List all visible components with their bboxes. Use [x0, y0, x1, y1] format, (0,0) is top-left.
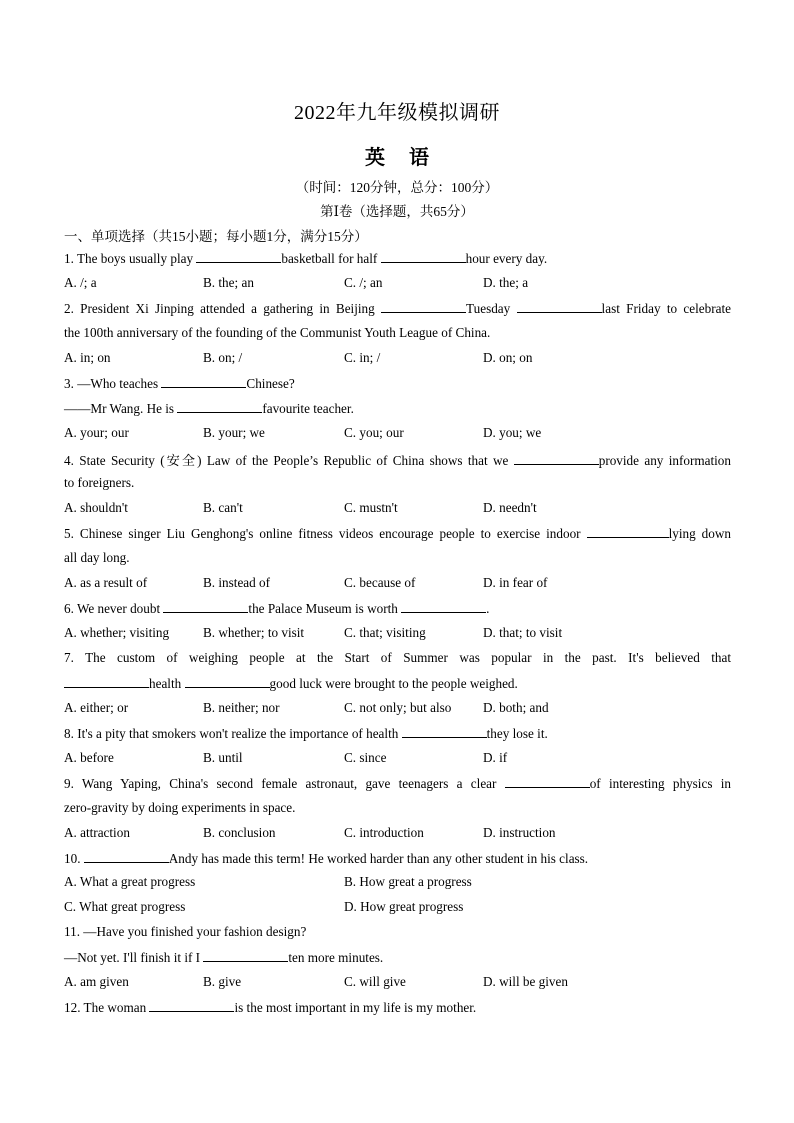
- option-b: B. your; we: [203, 425, 265, 440]
- section-heading: 一、单项选择（共15小题；每小题1分，满分15分）: [64, 229, 368, 244]
- question-4-cont: to foreigners.: [64, 475, 135, 490]
- answer-blank: [196, 250, 281, 263]
- option-a: A. What a great progress: [64, 874, 196, 889]
- exam-title: 2022年九年级模拟调研: [294, 102, 500, 124]
- answer-blank: [163, 600, 248, 613]
- subject-char: 语: [409, 147, 429, 169]
- option-b: B. can't: [203, 500, 243, 515]
- option-b: B. give: [203, 974, 242, 989]
- option-b: B. until: [203, 750, 243, 765]
- option-c: C. mustn't: [344, 500, 398, 515]
- question-7: 7. The custom of weighing people at the Start of Summer was popular in the past. It's believed that: [64, 650, 731, 665]
- option-a: A. /; a: [64, 275, 97, 290]
- option-d: D. you; we: [483, 425, 542, 440]
- answer-blank: [587, 525, 669, 538]
- option-c: C. because of: [344, 575, 416, 590]
- option-b: B. whether; to visit: [203, 625, 305, 640]
- option-d: D. instruction: [483, 825, 556, 840]
- question-1: 1. The boys usually play basketball for half hour every day.: [64, 251, 548, 266]
- option-d: D. the; a: [483, 275, 529, 290]
- option-b: B. the; an: [203, 275, 254, 290]
- option-d: D. How great progress: [344, 899, 464, 914]
- answer-blank: [177, 400, 262, 413]
- option-c: C. you; our: [344, 425, 404, 440]
- question-7-cont: health good luck were brought to the people weighed.: [64, 675, 731, 692]
- answer-blank: [84, 850, 169, 863]
- answer-blank: [185, 675, 270, 688]
- question-4: 4. State Security (安全) Law of the People’s Republic of China shows that we provide any information: [64, 453, 731, 468]
- answer-blank: [64, 675, 149, 688]
- volume-heading: 第Ⅰ卷（选择题，共65分）: [320, 204, 474, 219]
- subject-title: [0, 141, 794, 170]
- answer-blank: [517, 300, 602, 313]
- option-b: B. on; /: [203, 350, 243, 365]
- answer-blank: [505, 775, 590, 788]
- answer-blank: [149, 999, 234, 1012]
- question-2-cont: the 100th anniversary of the founding of the Communist Youth League of China.: [64, 325, 491, 340]
- option-c: C. What great progress: [64, 899, 186, 914]
- question-2: 2. President Xi Jinping attended a gathering in Beijing Tuesday last Friday to celebrate: [64, 301, 732, 316]
- option-d: D. will be given: [483, 974, 568, 989]
- question-12: 12. The woman is the most important in my life is my mother.: [64, 1000, 477, 1015]
- question-5-cont: all day long.: [64, 550, 130, 565]
- option-c: C. /; an: [344, 275, 383, 290]
- option-c: C. not only; but also: [344, 700, 452, 715]
- question-9: 9. Wang Yaping, China's second female astronaut, gave teenagers a clear of interesting physics in: [64, 776, 731, 791]
- option-b: B. neither; nor: [203, 700, 280, 715]
- option-d: D. both; and: [483, 700, 549, 715]
- time-info: （时间：120分钟，总分：100分）: [295, 180, 499, 195]
- question-6: 6. We never doubt the Palace Museum is worth .: [64, 601, 490, 616]
- option-b: B. How great a progress: [344, 874, 472, 889]
- question-9-cont: zero-gravity by doing experiments in space.: [64, 800, 296, 815]
- option-c: C. will give: [344, 974, 406, 989]
- option-a: A. shouldn't: [64, 500, 128, 515]
- option-c: C. introduction: [344, 825, 424, 840]
- option-a: A. before: [64, 750, 114, 765]
- option-d: D. that; to visit: [483, 625, 563, 640]
- answer-blank: [161, 375, 246, 388]
- option-a: A. your; our: [64, 425, 129, 440]
- question-5: 5. Chinese singer Liu Genghong's online fitness videos encourage people to exercise indoor lying down: [64, 526, 731, 541]
- question-3-cont: ——Mr Wang. He is favourite teacher.: [64, 401, 354, 416]
- option-a: A. in; on: [64, 350, 111, 365]
- option-d: D. on; on: [483, 350, 533, 365]
- answer-blank: [381, 250, 466, 263]
- answer-blank: [401, 600, 486, 613]
- answer-blank: [203, 949, 288, 962]
- option-d: D. needn't: [483, 500, 537, 515]
- question-8: 8. It's a pity that smokers won't realize the importance of health they lose it.: [64, 726, 548, 741]
- option-a: A. as a result of: [64, 575, 148, 590]
- answer-blank: [402, 725, 487, 738]
- option-a: A. attraction: [64, 825, 130, 840]
- subject-char: 英: [365, 147, 385, 169]
- option-c: C. in; /: [344, 350, 381, 365]
- option-d: D. if: [483, 750, 508, 765]
- question-11-cont: —Not yet. I'll finish it if I ten more minutes.: [64, 950, 384, 965]
- option-c: C. since: [344, 750, 387, 765]
- question-11: 11. —Have you finished your fashion design?: [64, 924, 307, 939]
- question-3: 3. —Who teaches Chinese?: [64, 376, 295, 391]
- option-b: B. conclusion: [203, 825, 276, 840]
- option-d: D. in fear of: [483, 575, 548, 590]
- option-a: A. either; or: [64, 700, 129, 715]
- option-a: A. am given: [64, 974, 129, 989]
- option-c: C. that; visiting: [344, 625, 426, 640]
- answer-blank: [514, 452, 599, 465]
- question-10: 10. Andy has made this term! He worked harder than any other student in his class.: [64, 851, 589, 866]
- answer-blank: [381, 300, 466, 313]
- option-b: B. instead of: [203, 575, 271, 590]
- option-a: A. whether; visiting: [64, 625, 170, 640]
